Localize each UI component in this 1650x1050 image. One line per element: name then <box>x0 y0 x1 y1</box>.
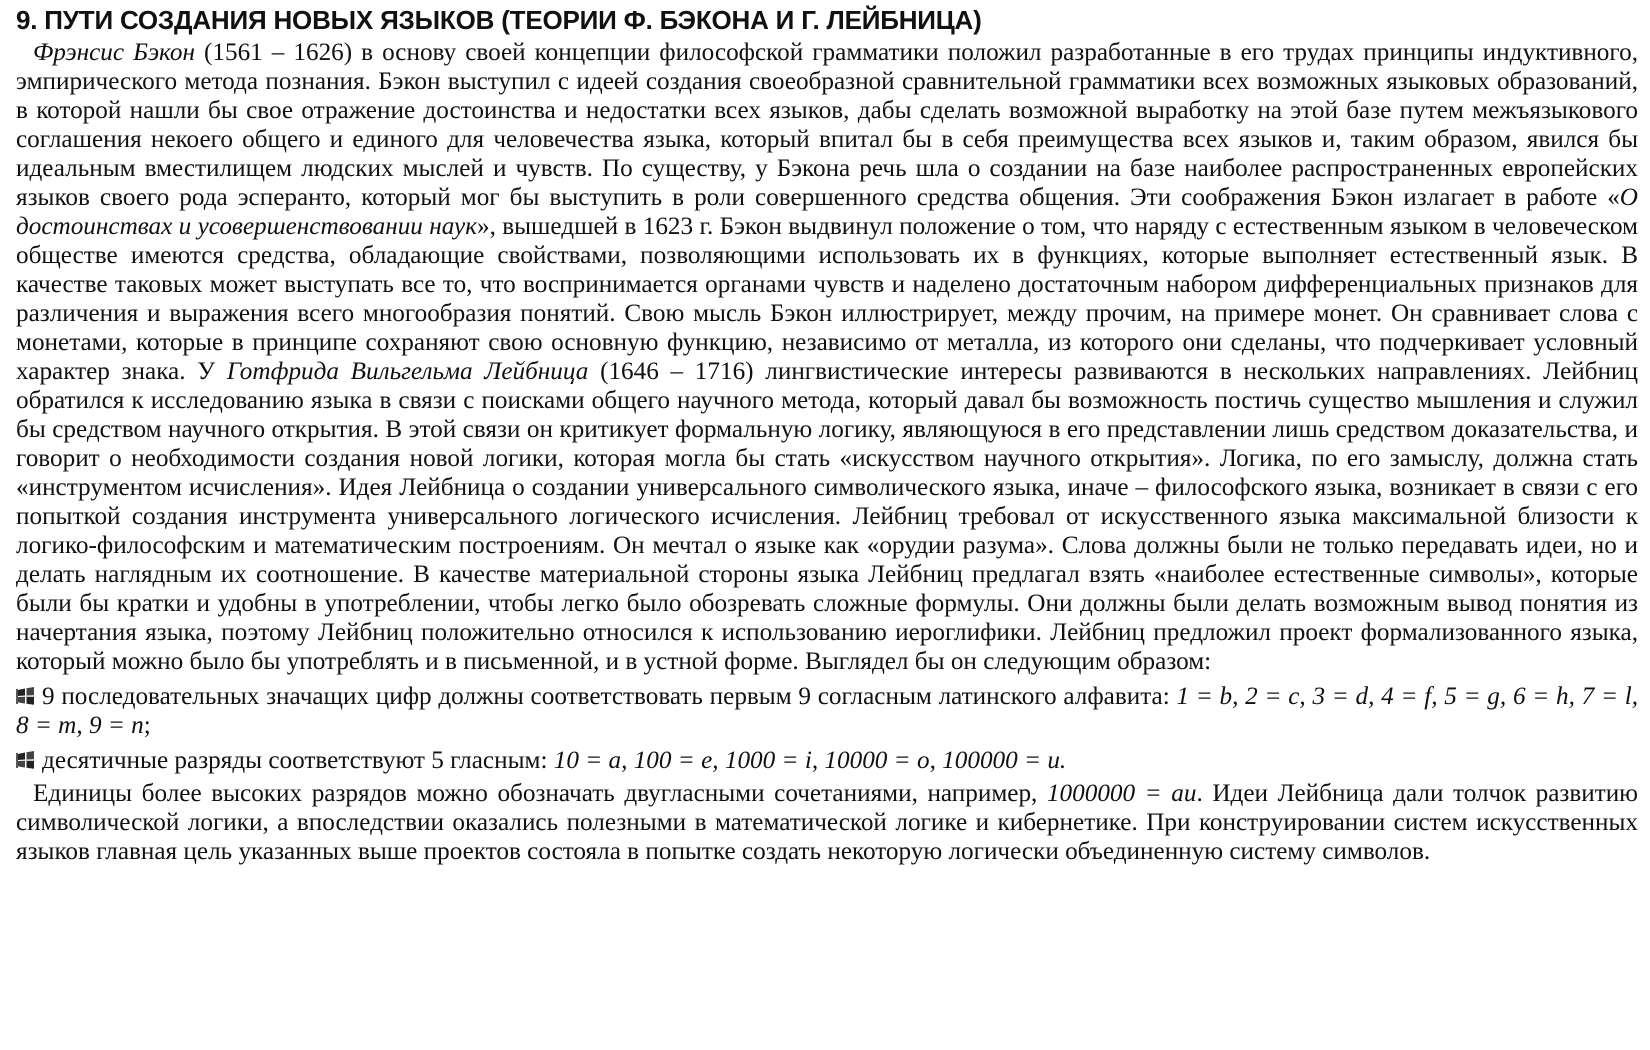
paragraph-text: . Идеи Лейбница дали толчок развитию символической логики, а впоследствии оказались полезными в математической логике и кибернетике. При конструировании систем искусственных языков главная цель указанных выше проектов состояла в попытке создать некоторую логически объединенную систему символов. <box>16 780 1639 865</box>
name-bacon: Фрэнсис Бэкон <box>33 39 195 66</box>
document-title: 9. ПУТИ СОЗДАНИЯ НОВЫХ ЯЗЫКОВ (ТЕОРИИ Ф. БЭКОНА И Г. ЛЕЙБНИЦА) <box>16 5 982 35</box>
formula-consonants: 1 = b, 2 = c, 3 = d, 4 = f, 5 = g, 6 = h, 7 = l, 8 = m, 9 = n <box>16 683 1638 739</box>
paragraph-conclusion <box>16 779 1638 866</box>
windows-flag-icon <box>16 686 36 706</box>
list-item-text: десятичные разряды соответствуют 5 гласным: <box>42 747 554 774</box>
list-item-text: 9 последовательных значащих цифр должны соответствовать первым 9 согласным латинского алфавита: <box>42 683 1177 710</box>
formula-vowels: 10 = a, 100 = e, 1000 = i, 10000 = o, 100000 = u. <box>553 747 1067 774</box>
work-title: О достоинствах и усовершенствовании наук <box>16 184 1638 240</box>
document-page <box>16 4 1638 866</box>
paragraph-text: », вышедшей в 1623 г. Бэкон выдвинул положение о том, что наряду с естественным языком в человеческом обществе имеются средства, обладающие свойствами, позволяющими использовать их в функциях, которые выполняет естественный язык. В качестве таковых может выступать все то, что воспринимается органами чувств и наделено достаточным набором дифференциальных признаков для различения и выражения всего многообразия понятий. Свою мысль Бэкон иллюстрирует, между прочим, на примере монет. Он сравнивает слова с монетами, которые в принципе сохраняют свою основную функцию, независимо от металла, из которого они сделаны, что подчеркивает условный характер знака. У <box>16 213 1638 385</box>
paragraph-text: Единицы более высоких разрядов можно обозначать двугласными сочетаниями, например, <box>33 780 1047 807</box>
windows-flag-icon <box>16 750 36 770</box>
list-item-vowels <box>16 746 1638 775</box>
name-leibniz: Готфрида Вильгельма Лейбница <box>226 358 589 385</box>
paragraph-bacon-leibniz <box>16 38 1638 676</box>
paragraph-text: (1561 – 1626) в основу своей концепции философской грамматики положил разработанные в его трудах принципы индуктивного, эмпирического метода познания. Бэкон выступил с идеей создания своеобразной сравнительной грамматики всех возможных языковых образований, в которой нашли бы свое отражение достоинства и недостатки всех языков, дабы сделать возможной выработку на этой базе путем межъязыкового соглашения некоего общего и единого для человечества языка, который впитал бы в себя преимущества всех языков и, таким образом, явился бы идеальным вместилищем людских мыслей и чувств. По существу, у Бэкона речь шла о создании на базе наиболее распространенных европейских языков своего рода эсперанто, который мог бы выступить в роли совершенного средства общения. Эти соображения Бэкон излагает в работе « <box>16 39 1638 211</box>
list-item-consonants <box>16 682 1638 740</box>
punctuation: ; <box>143 712 151 739</box>
example-formula: 1000000 = au <box>1046 780 1197 807</box>
paragraph-text: (1646 – 1716) лингвистические интересы развиваются в нескольких направлениях. Лейбниц обратился к исследованию языка в связи с поисками общего научного метода, который давал бы возможность постичь существо мышления и служил бы средством научного открытия. В этой связи он критикует формальную логику, являющуюся в его представлении лишь средством доказательства, и говорит о необходимости создания новой логики, которая могла бы стать «искусством научного открытия». Логика, по его замыслу, должна стать «инструментом исчисления». Идея Лейбница о создании универсального символического языка, иначе – философского языка, возникает в связи с его попыткой создания инструмента универсального логического исчисления. Лейбниц требовал от искусственного языка максимальной близости к логико-философским и математическим построениям. Он мечтал о языке как «орудии разума». Слова должны были не только передавать идеи, но и делать наглядным их соотношение. В качестве материальной стороны языка Лейбниц предлагал взять «наиболее естественные символы», которые были бы кратки и удобны в употреблении, чтобы легко было обозревать сложные формулы. Они должны были делать возможным вывод понятия из начертания языка, поэтому Лейбниц положительно относился к использованию иероглифики. Лейбниц предложил проект формализованного языка, который можно было бы употреблять и в письменной, и в устной форме. Выглядел бы он следующим образом: <box>16 358 1639 675</box>
